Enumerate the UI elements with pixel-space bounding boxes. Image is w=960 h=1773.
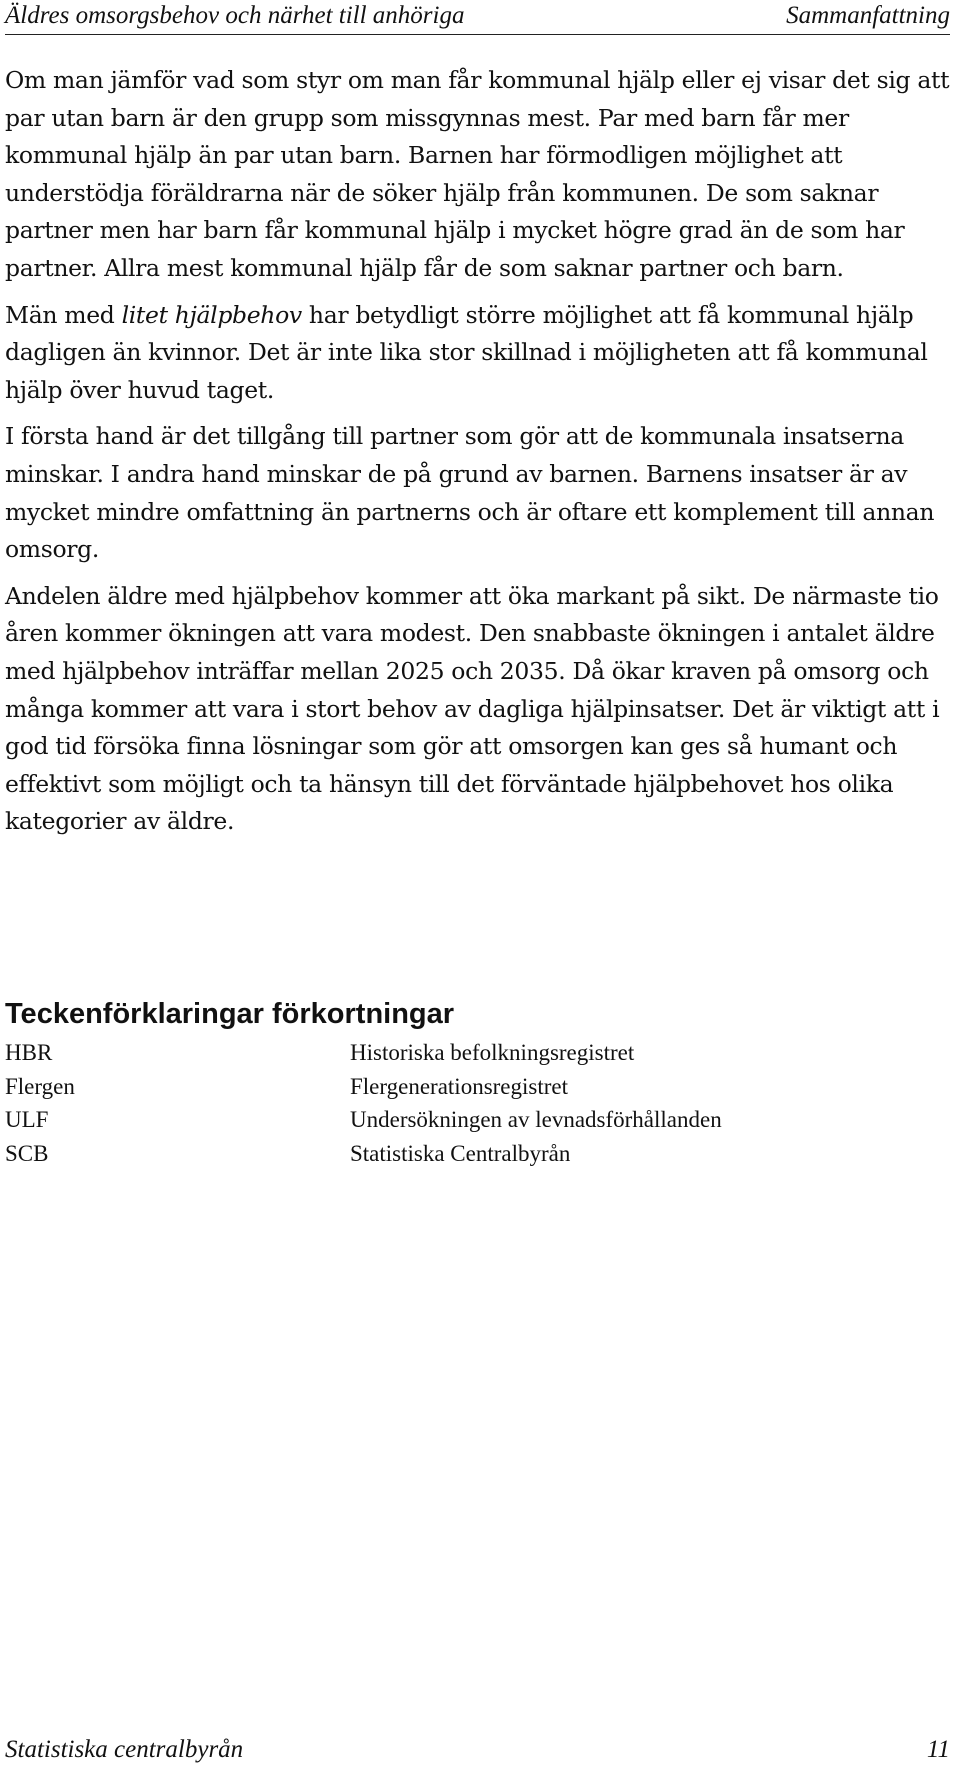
abbreviation-term: SCB — [5, 1140, 49, 1166]
abbreviation-row — [5, 1040, 945, 1074]
abbreviation-row — [5, 1141, 945, 1175]
abbreviation-definition: Historiska befolkningsregistret — [350, 1040, 635, 1065]
abbreviation-term: Flergen — [5, 1073, 75, 1099]
running-header — [5, 0, 950, 35]
chapter-title: Sammanfattning — [786, 2, 950, 29]
abbreviations-heading: Teckenförklaringar förkortningar — [5, 998, 455, 1030]
paragraph-1: Om man jämför vad som styr om man får kommunal hjälp eller ej visar det sig att par utan barn är den grupp som missgynnas mest. Par med barn får mer kommunal hjälp än par utan barn. Barnen har förmodligen möjlighet att understödja föräldrarna när de söker hjälp från kommunen. De som saknar partner men har barn får kommunal hjälp i mycket högre grad än de som har partner. Allra mest kommunal hjälp får de som saknar partner och barn. — [5, 66, 950, 282]
paragraph-2-end: har betydligt större möjlighet att få kommunal hjälp dagligen än kvinnor. Det är inte lika stor skillnad i möjligheten att få kommunal hjälp över huvud taget. — [5, 300, 928, 404]
abbreviation-row — [5, 1074, 945, 1108]
abbreviation-definition: Undersökningen av levnadsförhållanden — [350, 1107, 722, 1132]
paragraph-2-emphasis: litet hjälpbehov — [121, 300, 302, 329]
paragraph-4: Andelen äldre med hjälpbehov kommer att öka markant på sikt. De närmaste tio åren kommer ökningen att vara modest. Den snabbaste ökningen i antalet äldre med hjälpbehov inträffar mellan 2025 och 2035. Då ökar kraven på omsorg och många kommer att vara i stort behov av dagliga hjälpinsatser. Det är viktigt att i god tid försöka finna lösningar som gör att omsorgen kan ges så humant och effektivt som möjligt och ta hänsyn till det förväntade hjälpbehovet hos olika kategorier av äldre. — [5, 581, 940, 836]
abbreviation-definition: Flergenerationsregistret — [350, 1073, 569, 1099]
abbreviation-term: HBR — [5, 1040, 53, 1065]
abbreviation-row — [5, 1107, 945, 1141]
summary-text — [5, 62, 955, 850]
paragraph-3: I första hand är det tillgång till partner som gör att de kommunala insatserna minskar. I andra hand minskar de på grund av barnen. Barnens insatser är av mycket mindre omfattning än partnerns och är oftare ett komplement till annan omsorg. — [5, 422, 935, 564]
page-number: 11 — [926, 1736, 950, 1763]
abbreviation-term: ULF — [5, 1107, 49, 1132]
paragraph-2-start: Män med — [5, 300, 122, 329]
paragraph-2 — [5, 297, 955, 410]
abbreviation-definition: Statistiska Centralbyrån — [350, 1140, 571, 1166]
document-title: Äldres omsorgsbehov och närhet till anhöriga — [5, 2, 465, 29]
abbreviations-list — [5, 1040, 945, 1174]
publisher-name: Statistiska centralbyrån — [5, 1736, 244, 1763]
